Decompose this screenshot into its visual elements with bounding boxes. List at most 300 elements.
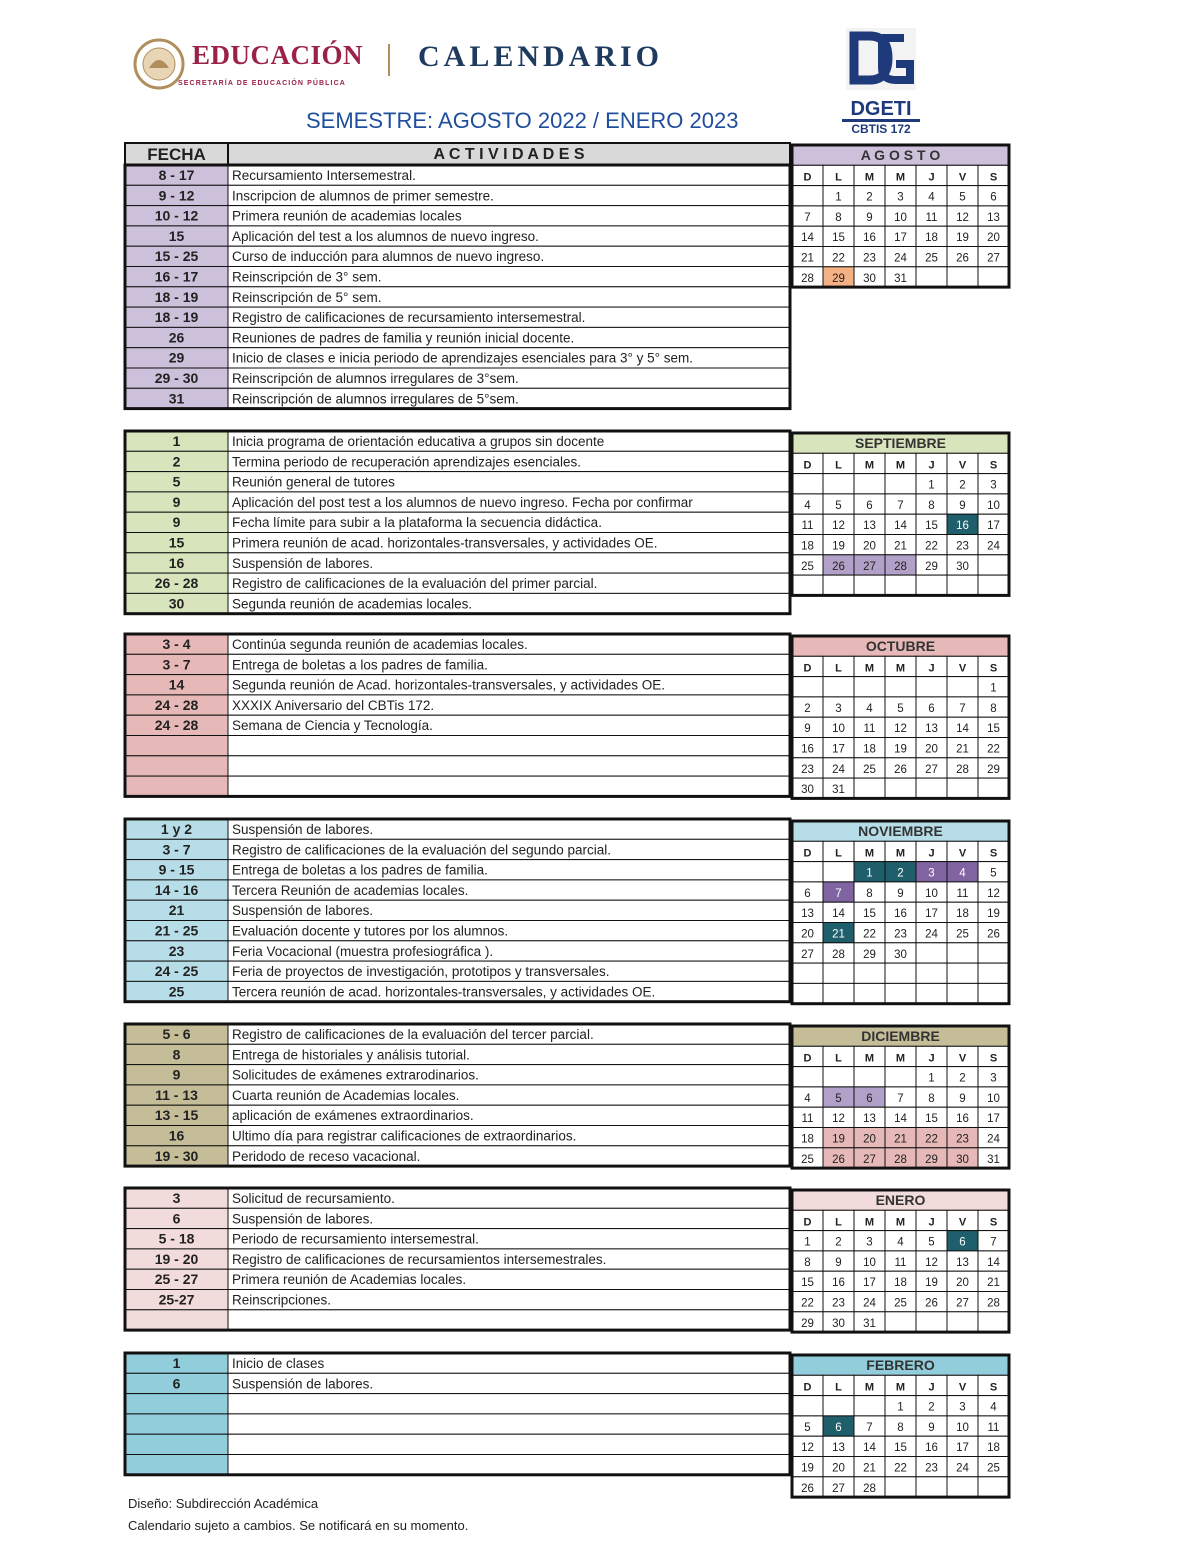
day-header-label: M xyxy=(895,662,906,675)
day-number: 31 xyxy=(987,1153,1000,1166)
date-label: 18 - 19 xyxy=(154,288,199,305)
day-header-label: V xyxy=(958,847,967,860)
day-number: 4 xyxy=(804,1092,811,1105)
day-number: 30 xyxy=(956,1153,969,1166)
activity-cell xyxy=(228,776,790,796)
day-number: 12 xyxy=(925,1256,938,1269)
day-number: 1 xyxy=(804,1236,811,1249)
day-number: 14 xyxy=(987,1256,1000,1269)
date-label: 15 xyxy=(168,227,185,244)
institution-name: EDUCACIÓN xyxy=(192,40,364,70)
activity-label: Fecha límite para subir a la plataforma la secuencia didáctica. xyxy=(232,515,602,531)
day-number: 15 xyxy=(925,1113,938,1126)
date-label: 5 xyxy=(172,473,181,490)
day-header-label: M xyxy=(895,459,906,472)
day-cell xyxy=(978,778,1009,798)
day-number: 13 xyxy=(925,723,938,736)
day-number: 11 xyxy=(987,1421,1000,1434)
day-number: 27 xyxy=(863,1153,876,1166)
day-number: 19 xyxy=(832,1133,845,1146)
activity-label: XXXIX Aniversario del CBTis 172. xyxy=(232,697,435,713)
day-header-label: M xyxy=(895,1216,906,1229)
day-number: 21 xyxy=(863,1462,876,1475)
date-label: 8 - 17 xyxy=(158,167,195,183)
day-cell xyxy=(792,1067,823,1087)
day-number: 3 xyxy=(897,191,904,204)
day-number: 18 xyxy=(863,743,876,756)
activity-label: Aplicación del test a los alumnos de nuevo ingreso. xyxy=(232,228,539,244)
day-header-label: J xyxy=(928,847,935,860)
day-number: 2 xyxy=(959,479,966,492)
day-header-label: D xyxy=(803,662,812,675)
date-label: 9 - 15 xyxy=(158,861,195,878)
day-number: 21 xyxy=(801,252,814,265)
day-cell xyxy=(978,963,1009,983)
activity-label: Suspensión de labores. xyxy=(232,822,374,837)
date-label: 6 xyxy=(172,1210,181,1227)
activity-label: Registro de calificaciones de la evaluación del tercer parcial. xyxy=(232,1027,594,1042)
day-number: 30 xyxy=(956,560,969,573)
day-number: 4 xyxy=(866,702,873,715)
date-label: 14 - 16 xyxy=(154,881,199,898)
day-cell xyxy=(916,943,947,963)
day-number: 7 xyxy=(835,887,842,900)
date-cell xyxy=(125,756,228,776)
day-cell xyxy=(792,474,823,494)
day-number: 24 xyxy=(832,763,845,776)
activity-label: Ultimo día para registrar calificaciones de extraordinarios. xyxy=(232,1128,577,1144)
day-number: 12 xyxy=(832,520,845,533)
day-header-label: M xyxy=(864,171,875,184)
day-cell xyxy=(885,778,916,798)
activity-label: Segunda reunión de Acad. horizontales-transversales, y actividades OE. xyxy=(232,677,666,693)
date-label: 21 - 25 xyxy=(154,922,199,939)
footer-note: Calendario sujeto a cambios. Se notificará en su momento. xyxy=(128,1518,469,1533)
day-number: 13 xyxy=(801,908,814,921)
day-header-label: J xyxy=(928,662,935,675)
day-number: 28 xyxy=(956,763,969,776)
day-number: 20 xyxy=(832,1462,845,1475)
activity-label: Tercera reunión de acad. horizontales-transversales, y actividades OE. xyxy=(232,984,656,1000)
activity-label: Entrega de boletas a los padres de familia. xyxy=(232,862,488,878)
date-label: 3 - 7 xyxy=(162,656,191,673)
activity-label: Inicio de clases xyxy=(232,1356,325,1371)
day-cell xyxy=(823,963,854,983)
day-number: 20 xyxy=(801,928,814,941)
day-number: 24 xyxy=(863,1297,876,1310)
day-number: 10 xyxy=(832,723,845,736)
day-number: 8 xyxy=(835,211,842,224)
day-number: 23 xyxy=(832,1297,845,1310)
day-cell xyxy=(792,983,823,1003)
day-header-label: M xyxy=(864,1216,875,1229)
day-number: 1 xyxy=(835,191,842,204)
day-header-label: M xyxy=(864,662,875,675)
activity-label: Entrega de boletas a los padres de familia. xyxy=(232,657,488,673)
day-number: 27 xyxy=(925,763,938,776)
activity-label: Primera reunión de acad. horizontales-transversales, y actividades OE. xyxy=(232,535,658,551)
day-number: 29 xyxy=(925,1153,938,1166)
day-cell xyxy=(854,983,885,1003)
activity-label: Reinscripción de alumnos irregulares de 3°sem. xyxy=(232,371,519,386)
day-header-label: D xyxy=(803,1381,812,1394)
day-number: 2 xyxy=(804,702,811,715)
activity-label: Inicia programa de orientación educativa a grupos sin docente xyxy=(232,434,605,449)
day-number: 13 xyxy=(956,1256,969,1269)
day-number: 21 xyxy=(832,928,845,941)
activity-label: Registro de calificaciones de recursamientos intersemestrales. xyxy=(232,1251,607,1267)
day-cell xyxy=(916,963,947,983)
day-number: 11 xyxy=(925,211,938,224)
date-label: 29 - 30 xyxy=(154,370,199,386)
day-number: 17 xyxy=(863,1277,876,1290)
day-cell xyxy=(916,1312,947,1332)
activity-label: Periodo de recursamiento intersemestral. xyxy=(232,1231,479,1247)
day-number: 20 xyxy=(925,743,938,756)
day-number: 15 xyxy=(801,1277,814,1290)
activity-label: aplicación de exámenes extraordinarios. xyxy=(232,1108,474,1124)
day-number: 14 xyxy=(863,1442,876,1455)
day-number: 25 xyxy=(801,560,814,573)
day-number: 11 xyxy=(894,1256,907,1269)
day-number: 18 xyxy=(801,540,814,553)
day-header-label: S xyxy=(989,1216,998,1229)
day-number: 26 xyxy=(832,1153,845,1166)
day-number: 8 xyxy=(928,1092,935,1105)
school-name: CBTIS 172 xyxy=(851,122,911,136)
month-name: ENERO xyxy=(875,1192,926,1208)
day-number: 20 xyxy=(987,232,1000,245)
day-number: 29 xyxy=(801,1317,814,1330)
day-number: 31 xyxy=(832,784,845,797)
date-cell xyxy=(125,1394,228,1414)
activity-label: Reinscripción de 5° sem. xyxy=(232,289,382,305)
day-cell xyxy=(885,677,916,697)
day-number: 4 xyxy=(990,1401,997,1414)
day-number: 24 xyxy=(987,540,1000,553)
day-number: 19 xyxy=(956,232,969,245)
day-number: 25 xyxy=(956,928,969,941)
date-label: 8 xyxy=(172,1046,181,1063)
day-cell xyxy=(854,677,885,697)
day-number: 12 xyxy=(956,211,969,224)
day-header-label: M xyxy=(864,847,875,860)
day-number: 17 xyxy=(894,232,907,245)
day-number: 23 xyxy=(894,928,907,941)
day-number: 13 xyxy=(832,1442,845,1455)
day-number: 2 xyxy=(835,1236,842,1249)
day-header-label: S xyxy=(989,171,998,184)
day-number: 6 xyxy=(866,499,873,512)
day-cell xyxy=(947,778,978,798)
day-number: 19 xyxy=(801,1462,814,1475)
date-label: 29 xyxy=(168,349,185,366)
day-cell xyxy=(823,983,854,1003)
day-number: 12 xyxy=(894,723,907,736)
day-number: 3 xyxy=(990,479,997,492)
day-cell xyxy=(916,1477,947,1497)
semester-title: SEMESTRE: AGOSTO 2022 / ENERO 2023 xyxy=(306,108,739,133)
month-name: OCTUBRE xyxy=(865,638,936,654)
date-label: 30 xyxy=(168,595,185,612)
activity-label: Reunión general de tutores xyxy=(232,474,395,490)
day-number: 4 xyxy=(928,191,935,204)
day-number: 15 xyxy=(894,1442,907,1455)
day-number: 20 xyxy=(863,540,876,553)
day-cell xyxy=(823,1396,854,1416)
day-number: 4 xyxy=(897,1236,904,1249)
day-number: 26 xyxy=(801,1482,814,1495)
day-number: 1 xyxy=(866,867,873,880)
activity-label: Curso de inducción para alumnos de nuevo ingreso. xyxy=(232,249,545,265)
day-header-label: S xyxy=(989,1381,998,1394)
day-number: 5 xyxy=(990,867,997,880)
day-cell xyxy=(823,677,854,697)
activity-label: Semana de Ciencia y Tecnología. xyxy=(232,718,433,734)
activity-cell xyxy=(228,1434,790,1454)
day-number: 5 xyxy=(959,191,966,204)
day-number: 14 xyxy=(801,232,814,245)
day-number: 19 xyxy=(832,540,845,553)
day-number: 16 xyxy=(801,743,814,756)
date-cell xyxy=(125,1414,228,1434)
date-label: 16 xyxy=(168,554,185,571)
day-header-label: M xyxy=(864,1052,875,1065)
day-header-label: V xyxy=(958,459,967,472)
day-number: 31 xyxy=(863,1317,876,1330)
day-header-label: V xyxy=(958,1216,967,1229)
day-number: 22 xyxy=(863,928,876,941)
month-name: A G O S T O xyxy=(860,147,941,163)
day-header-label: S xyxy=(989,847,998,860)
day-number: 22 xyxy=(832,252,845,265)
day-cell xyxy=(916,267,947,287)
day-header-label: L xyxy=(835,847,842,860)
day-number: 5 xyxy=(804,1421,811,1434)
day-number: 27 xyxy=(956,1297,969,1310)
day-number: 2 xyxy=(897,867,904,880)
day-number: 19 xyxy=(987,908,1000,921)
day-number: 9 xyxy=(959,499,966,512)
day-number: 14 xyxy=(894,520,907,533)
day-number: 29 xyxy=(832,272,845,285)
date-label: 31 xyxy=(168,390,185,407)
activity-cell xyxy=(228,1310,790,1330)
day-number: 27 xyxy=(987,252,1000,265)
dgeti-logo-text: DGETI xyxy=(842,99,920,122)
date-label: 26 xyxy=(168,329,185,346)
day-number: 25 xyxy=(925,252,938,265)
date-label: 1 xyxy=(172,1355,181,1371)
date-cell xyxy=(125,1310,228,1330)
day-number: 16 xyxy=(956,1113,969,1126)
footer-design: Diseño: Subdirección Académica xyxy=(128,1496,319,1511)
day-number: 6 xyxy=(866,1092,873,1105)
activity-label: Continúa segunda reunión de academias locales. xyxy=(232,637,528,652)
day-header-label: L xyxy=(835,1052,842,1065)
date-label: 5 - 6 xyxy=(162,1026,191,1042)
day-cell xyxy=(792,186,823,206)
day-number: 29 xyxy=(925,560,938,573)
date-label: 18 - 19 xyxy=(154,309,199,326)
day-header-label: D xyxy=(803,1052,812,1065)
day-number: 7 xyxy=(897,499,904,512)
day-number: 3 xyxy=(959,1401,966,1414)
day-header-label: M xyxy=(895,847,906,860)
day-cell xyxy=(978,575,1009,595)
day-header-label: J xyxy=(928,1381,935,1394)
day-number: 26 xyxy=(956,252,969,265)
day-number: 30 xyxy=(863,272,876,285)
day-header-label: D xyxy=(803,171,812,184)
day-number: 1 xyxy=(990,682,997,695)
day-cell xyxy=(854,1396,885,1416)
day-cell xyxy=(978,267,1009,287)
activity-label: Termina periodo de recuperación aprendizajes esenciales. xyxy=(232,454,581,470)
day-cell xyxy=(947,983,978,1003)
day-cell xyxy=(978,983,1009,1003)
day-cell xyxy=(885,983,916,1003)
day-number: 19 xyxy=(925,1277,938,1290)
day-cell xyxy=(823,1067,854,1087)
date-label: 19 - 30 xyxy=(154,1147,199,1164)
day-number: 8 xyxy=(928,499,935,512)
activity-label: Reinscripción de 3° sem. xyxy=(232,269,382,285)
day-header-label: V xyxy=(958,1052,967,1065)
month-name: FEBRERO xyxy=(866,1357,935,1373)
day-number: 14 xyxy=(894,1113,907,1126)
day-number: 21 xyxy=(894,540,907,553)
day-header-label: V xyxy=(958,1381,967,1394)
day-number: 5 xyxy=(835,1092,842,1105)
date-label: 24 - 28 xyxy=(154,717,199,734)
activity-label: Inscripcion de alumnos de primer semestre. xyxy=(232,188,494,204)
activity-label: Peridodo de receso vacacional. xyxy=(232,1148,421,1164)
day-number: 27 xyxy=(801,948,814,961)
date-cell xyxy=(125,1434,228,1454)
day-cell xyxy=(947,677,978,697)
date-label: 9 xyxy=(172,1066,181,1083)
day-cell xyxy=(792,1396,823,1416)
day-cell xyxy=(947,963,978,983)
day-header-label: L xyxy=(835,662,842,675)
secretaria-name: SECRETARÍA DE EDUCACIÓN PÚBLICA xyxy=(178,80,346,87)
date-label: 24 - 25 xyxy=(154,963,199,980)
day-cell xyxy=(854,1067,885,1087)
day-number: 3 xyxy=(866,1236,873,1249)
day-number: 17 xyxy=(987,1113,1000,1126)
activity-label: Cuarta reunión de Academias locales. xyxy=(232,1087,460,1103)
day-number: 28 xyxy=(894,1153,907,1166)
day-number: 20 xyxy=(956,1277,969,1290)
day-cell xyxy=(916,677,947,697)
day-number: 10 xyxy=(925,887,938,900)
day-number: 18 xyxy=(801,1133,814,1146)
day-number: 14 xyxy=(956,723,969,736)
day-number: 11 xyxy=(801,520,814,533)
activity-cell xyxy=(228,756,790,776)
day-number: 6 xyxy=(990,191,997,204)
day-number: 23 xyxy=(925,1462,938,1475)
day-number: 8 xyxy=(897,1421,904,1434)
day-header-label: S xyxy=(989,459,998,472)
day-number: 20 xyxy=(863,1133,876,1146)
activity-label: Reinscripción de alumnos irregulares de 5°sem. xyxy=(232,391,519,407)
day-number: 28 xyxy=(863,1482,876,1495)
day-cell xyxy=(792,677,823,697)
day-number: 16 xyxy=(925,1442,938,1455)
day-number: 9 xyxy=(835,1256,842,1269)
day-cell xyxy=(978,943,1009,963)
date-label: 21 xyxy=(168,902,185,919)
date-label: 15 - 25 xyxy=(154,248,199,265)
day-number: 23 xyxy=(956,1133,969,1146)
day-number: 22 xyxy=(894,1462,907,1475)
activity-label: Recursamiento Intersemestral. xyxy=(232,168,416,183)
day-number: 28 xyxy=(801,272,814,285)
day-cell xyxy=(854,963,885,983)
day-header-label: J xyxy=(928,171,935,184)
day-cell xyxy=(885,963,916,983)
activity-label: Reuniones de padres de familia y reunión inicial docente. xyxy=(232,330,575,346)
activity-label: Registro de calificaciones de la evaluación del segundo parcial. xyxy=(232,842,611,858)
activity-label: Feria de proyectos de investigación, prototipos y transversales. xyxy=(232,964,610,980)
day-header-label: L xyxy=(835,171,842,184)
day-cell xyxy=(885,1477,916,1497)
day-header-label: D xyxy=(803,1216,812,1229)
day-number: 6 xyxy=(959,1236,966,1249)
day-number: 14 xyxy=(832,908,845,921)
day-cell xyxy=(792,575,823,595)
day-number: 30 xyxy=(894,948,907,961)
day-number: 1 xyxy=(928,479,935,492)
day-number: 24 xyxy=(987,1133,1000,1146)
day-number: 15 xyxy=(832,232,845,245)
date-label: 14 xyxy=(168,676,185,693)
month-name: DICIEMBRE xyxy=(861,1028,940,1044)
day-cell xyxy=(916,778,947,798)
day-number: 8 xyxy=(804,1256,811,1269)
activity-cell xyxy=(228,1394,790,1414)
day-number: 25 xyxy=(987,1462,1000,1475)
day-number: 22 xyxy=(925,1133,938,1146)
day-number: 9 xyxy=(804,723,811,736)
date-label: 9 xyxy=(172,514,181,531)
day-number: 13 xyxy=(987,211,1000,224)
date-label: 10 - 12 xyxy=(154,207,199,224)
day-header-label: V xyxy=(958,662,967,675)
day-number: 26 xyxy=(987,928,1000,941)
day-number: 17 xyxy=(956,1442,969,1455)
day-cell xyxy=(978,1312,1009,1332)
date-label: 25-27 xyxy=(158,1291,195,1308)
activity-label: Aplicación del post test a los alumnos de nuevo ingreso. Fecha por confirmar xyxy=(232,494,693,510)
day-cell xyxy=(854,778,885,798)
day-cell xyxy=(916,575,947,595)
day-number: 23 xyxy=(863,252,876,265)
date-label: 5 - 18 xyxy=(158,1230,195,1247)
day-cell xyxy=(978,1477,1009,1497)
day-header-label: J xyxy=(928,1216,935,1229)
day-number: 17 xyxy=(925,908,938,921)
activity-label: Registro de calificaciones de recursamiento intersemestral. xyxy=(232,310,586,326)
day-cell xyxy=(854,575,885,595)
day-header-label: J xyxy=(928,459,935,472)
fecha-header-label: FECHA xyxy=(147,145,206,164)
day-cell xyxy=(947,267,978,287)
day-number: 11 xyxy=(801,1113,814,1126)
date-label: 19 - 20 xyxy=(154,1250,199,1267)
